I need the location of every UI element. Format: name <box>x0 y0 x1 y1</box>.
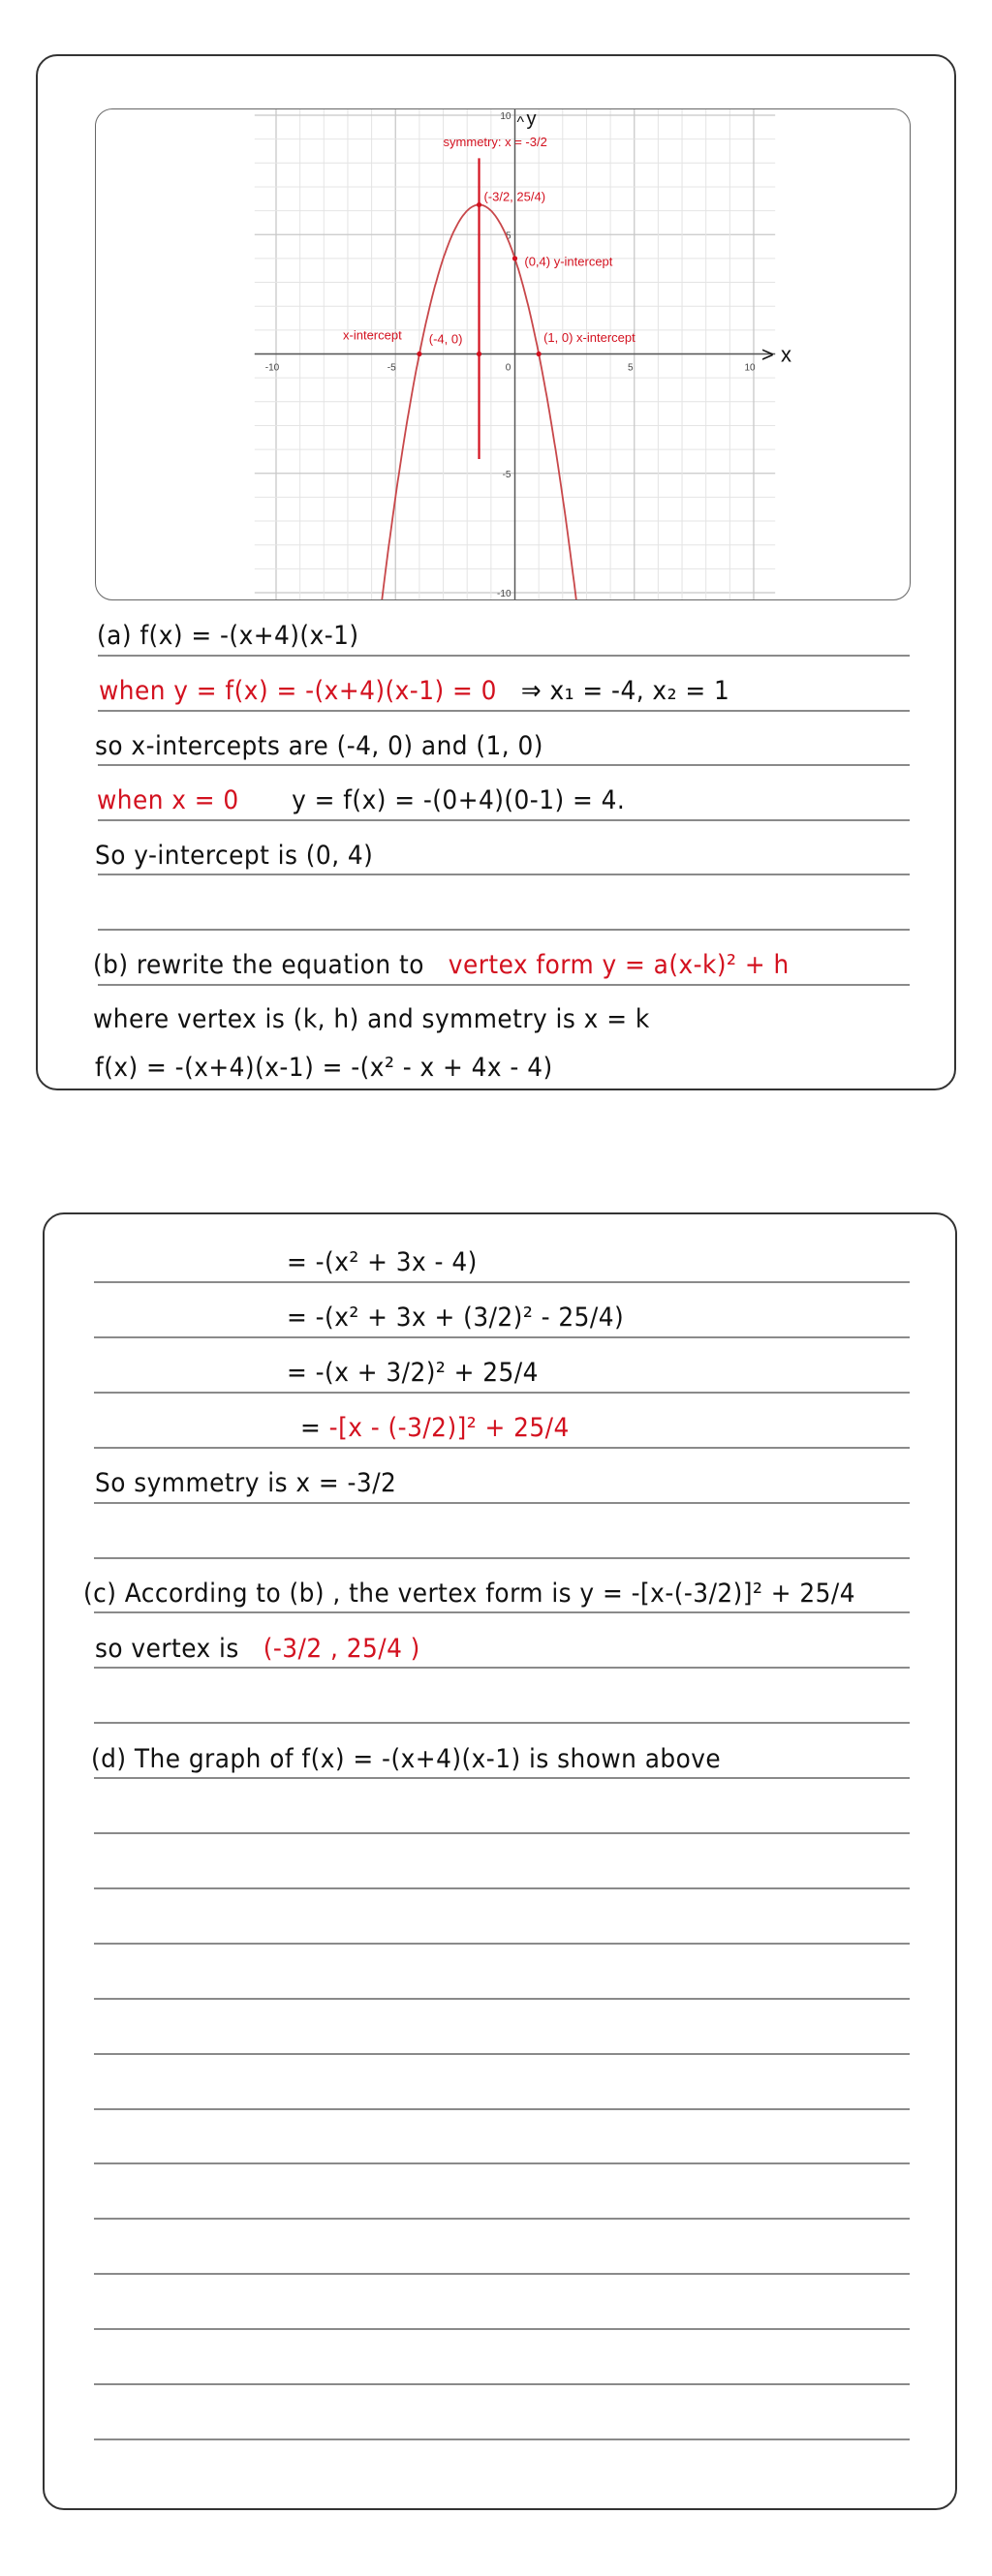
y-tick-label: -5 <box>502 469 512 480</box>
ruled-line <box>94 2053 910 2055</box>
ruled-line <box>98 710 910 712</box>
key-point <box>477 352 481 356</box>
ruled-line <box>98 984 910 986</box>
ruled-line <box>94 1943 910 1945</box>
vertex-form-result: -[x - (-3/2)]² + 25/4 <box>328 1413 570 1443</box>
ruled-line <box>94 2328 910 2330</box>
expansion-step: f(x) = -(x+4)(x-1) = -(x² - x + 4x - 4) <box>95 1053 553 1083</box>
part-c-line: (c) According to (b) , the vertex form is y = -[x-(-3/2)]² + 25/4 <box>83 1579 855 1609</box>
key-point <box>537 352 542 356</box>
x-intercept-equation <box>99 675 729 708</box>
ruled-line <box>94 1667 910 1669</box>
x-tick-label: 5 <box>627 362 634 374</box>
x-tick-label: 10 <box>744 362 756 374</box>
ruled-line <box>94 2438 910 2440</box>
vertex-result <box>95 1633 420 1666</box>
x-axis-arrow-icon: > <box>761 342 774 367</box>
parabola-graph <box>96 109 910 599</box>
x-tick-label: -5 <box>387 362 396 374</box>
ruled-line <box>98 929 910 931</box>
x-tick-label: -10 <box>264 362 280 374</box>
symmetry-label: symmetry: x = -3/2 <box>443 135 547 150</box>
x-intercept-right-label: (1, 0) x-intercept <box>543 330 636 346</box>
ruled-line <box>94 2108 910 2110</box>
roots: ⇒ x₁ = -4, x₂ = 1 <box>520 676 730 706</box>
ruled-line <box>94 1722 910 1724</box>
ruled-line <box>98 874 910 875</box>
y-axis-label: y <box>526 109 537 130</box>
symmetry-result: So symmetry is x = -3/2 <box>95 1468 397 1498</box>
ruled-line <box>98 655 910 657</box>
x-tick-label: 0 <box>505 362 512 374</box>
ruled-line <box>94 1281 910 1283</box>
ruled-line <box>94 1392 910 1394</box>
step-3: = -(x + 3/2)² + 25/4 <box>287 1358 539 1388</box>
ruled-line <box>94 1611 910 1613</box>
ruled-line <box>94 1447 910 1449</box>
part-d-line: (d) The graph of f(x) = -(x+4)(x-1) is shown above <box>91 1744 722 1774</box>
ruled-line <box>98 764 910 766</box>
y-value: y = f(x) = -(0+4)(0-1) = 4. <box>292 785 626 815</box>
y-intercept-label: (0,4) y-intercept <box>524 254 613 269</box>
part-a-function: (a) f(x) = -(x+4)(x-1) <box>97 621 359 651</box>
answer-card-2 <box>43 1212 957 2510</box>
x-intercept-left-point: (-4, 0) <box>428 331 463 347</box>
vertex-text: so vertex is <box>95 1634 239 1664</box>
key-point <box>477 202 481 207</box>
ruled-line <box>94 2218 910 2220</box>
ruled-line <box>94 2383 910 2385</box>
vertex-label: (-3/2, 25/4) <box>483 189 546 204</box>
y-intercept-equation <box>97 784 625 817</box>
ruled-line <box>94 2162 910 2164</box>
ruled-line <box>94 1998 910 2000</box>
y-tick-label: -10 <box>497 589 512 599</box>
ruled-line <box>94 1832 910 1834</box>
ruled-line <box>98 819 910 821</box>
step-4 <box>300 1412 570 1445</box>
ruled-line <box>94 1336 910 1338</box>
step-2: = -(x² + 3x + (3/2)² - 25/4) <box>287 1303 625 1333</box>
key-point <box>417 352 421 356</box>
step-1: = -(x² + 3x - 4) <box>287 1247 478 1277</box>
ruled-line <box>94 2273 910 2275</box>
ruled-line <box>94 1887 910 1889</box>
y-tick-label: 10 <box>500 111 512 122</box>
vertex-value: (-3/2 , 25/4 ) <box>263 1634 420 1664</box>
rewrite-text: (b) rewrite the equation to <box>93 950 424 980</box>
x-intercept-left-label: x-intercept <box>343 327 402 343</box>
x-intercepts-result: so x-intercepts are (-4, 0) and (1, 0) <box>95 731 543 761</box>
y-intercept-result: So y-intercept is (0, 4) <box>95 841 374 871</box>
graph-panel <box>95 108 911 600</box>
vertex-definition: where vertex is (k, h) and symmetry is x = k <box>93 1004 650 1034</box>
x-axis-label: x <box>781 342 791 367</box>
part-b-intro <box>93 949 790 982</box>
vertex-form-text: vertex form y = a(x-k)² + h <box>448 950 790 980</box>
when-y-zero: when y = f(x) = -(x+4)(x-1) = 0 <box>99 676 497 706</box>
equals-sign: = <box>300 1413 322 1443</box>
y-tick-label: 5 <box>505 230 512 242</box>
ruled-line <box>94 1502 910 1504</box>
key-point <box>512 256 517 261</box>
ruled-line <box>94 1557 910 1559</box>
when-x-zero: when x = 0 <box>97 785 239 815</box>
ruled-line <box>94 1777 910 1779</box>
y-axis-arrow-icon: ^ <box>516 114 525 131</box>
